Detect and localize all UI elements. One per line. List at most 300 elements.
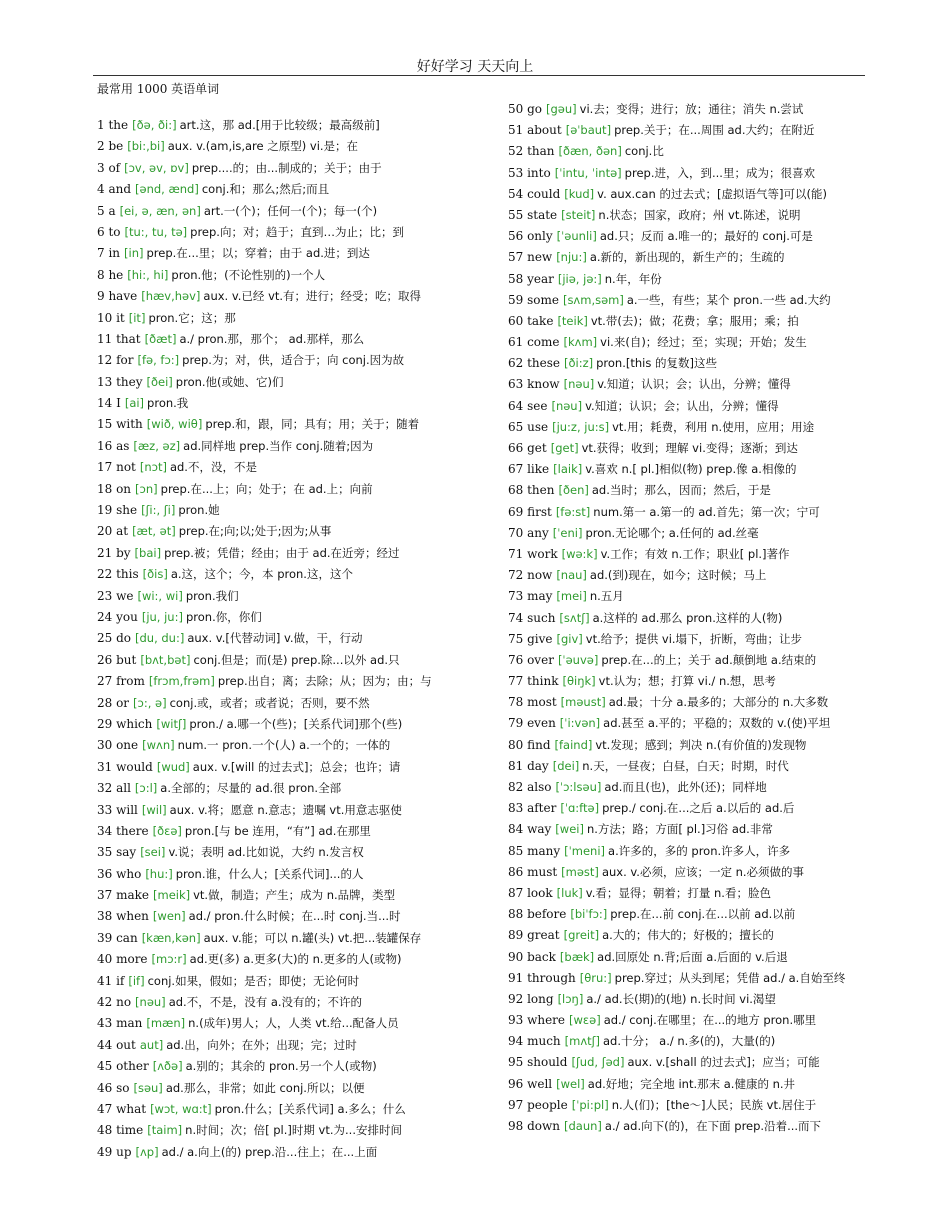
vocab-entry <box>97 992 502 1013</box>
entry-word: 79 even <box>508 716 556 731</box>
vocab-entry <box>97 1142 502 1163</box>
entry-definition: n.状态；国家，政府；州 vt.陈述，说明 <box>598 207 801 222</box>
entry-definition: ad.当时；那么，因而；然后，于是 <box>591 483 771 498</box>
vocab-entry <box>97 564 502 585</box>
left-column <box>97 115 502 1163</box>
entry-word: 59 some <box>508 292 559 307</box>
entry-word: 11 that <box>97 331 141 346</box>
vocab-entry <box>508 1010 868 1031</box>
entry-definition: v.知道；认识；会；认出，分辨；懂得 <box>585 398 779 413</box>
entry-definition: a.一些，有些；某个 pron.一些 ad.大约 <box>626 292 831 307</box>
entry-definition: a./ pron.那，那个； ad.那样，那么 <box>179 331 365 346</box>
entry-definition: prep.出自；离；去除；从；因为；由；与 <box>217 674 432 689</box>
entry-definition: ad.而且(也)，此外(还)；同样地 <box>604 780 767 794</box>
vocab-entry <box>508 777 868 798</box>
entry-phonetic: [if] <box>128 973 145 988</box>
vocab-entry <box>97 521 502 542</box>
entry-phonetic: [ðæt] <box>144 331 177 346</box>
entry-word: 32 all <box>97 781 131 796</box>
entry-word: 47 what <box>97 1101 147 1116</box>
entry-phonetic: aut] <box>139 1037 164 1052</box>
entry-definition: a.全部的；尽量的 ad.很 pron.全部 <box>160 781 342 796</box>
entry-word: 12 for <box>97 353 134 368</box>
entry-word: 82 also <box>508 780 552 794</box>
right-column <box>508 99 868 1137</box>
entry-word: 70 any <box>508 525 549 540</box>
entry-definition: a.许多的，多的 pron.许多人，许多 <box>608 843 791 858</box>
entry-definition: ad.回原处 n.背;后面 a.后面的 v.后退 <box>597 949 788 964</box>
entry-word: 86 must <box>508 864 558 879</box>
entry-phonetic: [nəu] <box>551 398 583 413</box>
entry-word: 72 now <box>508 568 553 583</box>
entry-phonetic: [steit] <box>561 207 596 222</box>
entry-phonetic: [ˈɑ:ftə] <box>560 801 600 816</box>
entry-phonetic: [sʌtʃ] <box>559 610 590 625</box>
entry-definition: pron.[与 be 连用，“有”] ad.在那里 <box>184 823 371 838</box>
entry-phonetic: [greit] <box>563 928 600 943</box>
entry-definition: pron.她 <box>178 503 220 518</box>
entry-definition: conj.或，或者；或者说；否则，要不然 <box>169 695 370 710</box>
entry-word: 60 take <box>508 313 554 328</box>
entry-word: 48 time <box>97 1123 144 1138</box>
entry-phonetic: [wel] <box>556 1076 585 1091</box>
entry-definition: pron.他；(不论性别的)一个人 <box>171 267 326 282</box>
entry-phonetic: [ʃud, ʃəd] <box>571 1055 625 1070</box>
vocab-entry <box>97 971 502 992</box>
entry-definition: n.时间；次；倍[ pl.]时期 vt.为...安排时间 <box>185 1123 402 1138</box>
vocab-entry <box>508 417 868 438</box>
entry-definition: vi.来(自)；经过；至；实现；开始；发生 <box>600 335 807 350</box>
vocab-entry <box>508 819 868 840</box>
entry-word: 74 such <box>508 610 556 625</box>
vocab-entry <box>97 350 502 371</box>
entry-definition: v.看；显得；朝着；打量 n.看；脸色 <box>585 885 771 900</box>
vocab-entry <box>508 290 868 311</box>
entry-definition: aux. v.[will 的过去式]；总会；也许；请 <box>192 759 401 774</box>
entry-word: 10 it <box>97 310 125 325</box>
entry-word: 81 day <box>508 758 549 773</box>
entry-definition: v.知道；认识；会；认出，分辨；懂得 <box>597 377 791 392</box>
entry-phonetic: [ðə, ði:] <box>132 118 177 132</box>
entry-word: 33 will <box>97 802 138 817</box>
entry-definition: n.天，一昼夜；白昼，白天；时期，时代 <box>582 758 789 773</box>
vocab-entry <box>97 457 502 478</box>
vocab-entry <box>97 1035 502 1056</box>
entry-word: 35 say <box>97 845 137 860</box>
vocab-entry <box>508 1116 868 1137</box>
entry-definition: n.方法；路；方面[ pl.]习俗 ad.非常 <box>586 822 773 837</box>
entry-word: 93 where <box>508 1013 566 1028</box>
entry-phonetic: [kʌm] <box>563 335 598 350</box>
vocab-entry <box>97 1078 502 1099</box>
entry-phonetic: [in] <box>124 246 144 261</box>
entry-word: 37 make <box>97 888 149 903</box>
vocab-entry <box>97 864 502 885</box>
entry-phonetic: [məst] <box>561 864 599 879</box>
entry-phonetic: [wʌn] <box>142 738 175 753</box>
entry-word: 63 know <box>508 377 560 392</box>
entry-word: 49 up <box>97 1144 132 1159</box>
vocab-entry <box>97 436 502 457</box>
entry-phonetic: [meik] <box>153 888 191 903</box>
vocab-entry <box>508 120 868 141</box>
entry-word: 83 after <box>508 801 557 816</box>
entry-definition: pron.我 <box>147 396 189 411</box>
entry-word: 61 come <box>508 335 560 350</box>
entry-phonetic: [bæk] <box>559 949 595 964</box>
entry-definition: num.一 pron.一个(人) a.一个的；一体的 <box>177 738 391 753</box>
entry-phonetic: [wud] <box>156 759 190 774</box>
entry-word: 25 do <box>97 631 131 646</box>
vocab-entry <box>97 735 502 756</box>
entry-definition: prep./ conj.在...之后 a.以后的 ad.后 <box>602 801 795 816</box>
entry-phonetic: [mæn] <box>146 1016 186 1031</box>
vocab-entry <box>508 735 868 756</box>
entry-phonetic: [nəu] <box>563 377 595 392</box>
vocab-entry <box>508 396 868 417</box>
entry-phonetic: [səu] <box>133 1080 163 1095</box>
entry-word: 97 people <box>508 1097 568 1112</box>
entry-phonetic: [get] <box>550 441 579 455</box>
vocab-entry <box>508 226 868 247</box>
vocab-entry <box>508 544 868 565</box>
entry-phonetic: [ðei] <box>146 374 173 389</box>
entry-word: 20 at <box>97 524 129 539</box>
entry-definition: pron.[this 的复数]这些 <box>596 356 717 371</box>
vocab-entry <box>97 393 502 414</box>
entry-definition: vi.去；变得；进行；放；通往；消失 n.尝试 <box>579 102 804 116</box>
entry-word: 4 and <box>97 182 132 197</box>
entry-word: 6 to <box>97 224 121 239</box>
entry-word: 27 from <box>97 674 145 689</box>
vocab-entry <box>97 179 502 200</box>
entry-definition: a./ ad.长(期)的(地) n.长时间 vi.渴望 <box>586 991 776 1006</box>
entry-phonetic: [ðεə] <box>152 823 182 838</box>
entry-definition: prep.在...上；向；处于；在 ad.上；向前 <box>160 481 373 496</box>
entry-definition: conj.比 <box>624 144 664 159</box>
entry-definition: conj.但是；而(是) prep.除...以外 ad.只 <box>193 652 400 667</box>
entry-word: 2 be <box>97 139 124 154</box>
entry-phonetic: [gəu] <box>546 102 577 116</box>
entry-phonetic: [æz, əz] <box>133 438 181 453</box>
entry-definition: n.五月 <box>589 589 624 604</box>
entry-phonetic: [dei] <box>552 758 580 773</box>
entry-word: 1 the <box>97 118 129 132</box>
vocab-entry <box>508 925 868 946</box>
entry-definition: pron.他(或她、它)们 <box>175 374 284 389</box>
entry-phonetic: [wil] <box>141 802 167 817</box>
entry-definition: ad.更(多) a.更多(大)的 n.更多的人(或物) <box>189 952 402 967</box>
vocab-entry <box>508 1095 868 1116</box>
entry-phonetic: [wið, wiθ] <box>146 417 203 432</box>
vocab-entry <box>508 629 868 650</box>
entry-phonetic: [æt, ət] <box>132 524 176 539</box>
vocab-entry <box>508 141 868 162</box>
entry-word: 69 first <box>508 504 552 519</box>
vocab-entry <box>508 650 868 671</box>
entry-phonetic: [daun] <box>564 1119 602 1133</box>
vocab-entry <box>508 862 868 883</box>
entry-definition: vt.给予；提供 vi.塌下，折断，弯曲；让步 <box>585 631 803 646</box>
entry-phonetic: [ɔ:, ə] <box>133 695 167 710</box>
vocab-entry <box>97 308 502 329</box>
vocab-entry <box>508 184 868 205</box>
entry-phonetic: [ju:z, ju:s] <box>552 419 610 434</box>
entry-word: 65 use <box>508 419 549 434</box>
vocab-entry <box>508 438 868 459</box>
entry-phonetic: [wi:, wi] <box>137 588 183 603</box>
vocab-entry <box>97 479 502 500</box>
entry-word: 15 with <box>97 417 143 432</box>
entry-word: 89 great <box>508 928 560 943</box>
vocab-entry <box>508 1052 868 1073</box>
entry-word: 16 as <box>97 438 130 453</box>
entry-definition: a.别的；其余的 pron.另一个人(或物) <box>185 1059 377 1074</box>
entry-phonetic: [giv] <box>556 631 583 646</box>
vocab-entry <box>97 243 502 264</box>
entry-word: 51 about <box>508 123 562 138</box>
entry-phonetic: [wei] <box>555 822 584 837</box>
entry-word: 87 look <box>508 885 553 900</box>
entry-word: 50 go <box>508 102 542 116</box>
entry-phonetic: [ˈeni] <box>552 525 583 540</box>
entry-definition: art.一(个)；任何一(个)；每一(个) <box>203 203 378 218</box>
vocab-entry <box>97 671 502 692</box>
entry-definition: aux. v.[shall 的过去式]；应当；可能 <box>627 1055 820 1070</box>
entry-word: 8 he <box>97 267 124 282</box>
entry-phonetic: [ðis] <box>142 567 168 582</box>
entry-word: 76 over <box>508 652 554 667</box>
entry-definition: ad./ pron.什么时候；在...时 conj.当...时 <box>188 909 401 924</box>
vocab-entry <box>97 1099 502 1120</box>
entry-phonetic: [teik] <box>557 313 588 328</box>
entry-phonetic: [tu:, tu, tə] <box>124 224 188 239</box>
entry-word: 3 of <box>97 160 121 175</box>
entry-word: 23 we <box>97 588 134 603</box>
entry-definition: ad.最；十分 a.最多的；大部分的 n.大多数 <box>608 695 829 710</box>
entry-definition: aux. v.将；愿意 n.意志；遗嘱 vt.用意志驱使 <box>169 802 402 817</box>
entry-word: 77 think <box>508 674 559 689</box>
entry-word: 75 give <box>508 631 553 646</box>
entry-word: 19 she <box>97 503 138 518</box>
vocab-entry <box>97 372 502 393</box>
entry-word: 57 new <box>508 250 553 265</box>
vocab-entry <box>508 968 868 989</box>
entry-phonetic: [ˈpi:pl] <box>571 1097 609 1112</box>
vocab-entry <box>97 906 502 927</box>
entry-word: 30 one <box>97 738 139 753</box>
vocab-entry <box>97 222 502 243</box>
entry-definition: prep.进，入，到...里；成为；很喜欢 <box>624 165 815 180</box>
entry-phonetic: [nəu] <box>135 995 166 1010</box>
vocab-entry <box>97 115 502 136</box>
entry-phonetic: [jiə, jə:] <box>557 271 602 286</box>
entry-definition: conj.如果，假如；是否；即使；无论何时 <box>147 973 360 988</box>
entry-definition: prep.在;向;以;处于;因为;从事 <box>178 524 332 539</box>
entry-definition: n.(成年)男人；人，人类 vt.给...配备人员 <box>188 1016 399 1031</box>
vocab-entry <box>508 332 868 353</box>
entry-word: 29 which <box>97 716 153 731</box>
entry-definition: pron.谁，什么人；[关系代词]...的人 <box>175 866 364 881</box>
entry-phonetic: [bai] <box>134 545 162 560</box>
vocab-entry <box>508 480 868 501</box>
entry-phonetic: [ʌp] <box>135 1144 159 1159</box>
entry-word: 52 than <box>508 144 555 159</box>
entry-definition: v. aux.can 的过去式；[虚拟语气等]可以(能) <box>597 186 827 201</box>
entry-phonetic: [witʃ] <box>156 716 187 731</box>
entry-definition: ad.那么，非常；如此 conj.所以；以便 <box>165 1080 365 1095</box>
vocab-entry <box>508 671 868 692</box>
entry-definition: prep.穿过；从头到尾；凭借 ad./ a.自始至终 <box>614 970 846 985</box>
entry-definition: aux. v.[代替动词] v.做，干，行动 <box>187 631 363 646</box>
entry-phonetic: [kæn,kən] <box>141 930 201 945</box>
entry-definition: v.说；表明 ad.比如说，大约 n.发言权 <box>168 845 364 860</box>
vocab-entry <box>97 158 502 179</box>
entry-word: 9 have <box>97 289 138 304</box>
vocab-entry <box>97 693 502 714</box>
entry-definition: prep.被；凭借；经由；由于 ad.在近旁；经过 <box>164 545 400 560</box>
entry-word: 66 get <box>508 441 547 455</box>
entry-definition: vt.用；耗费，利用 n.使用，应用；用途 <box>612 419 815 434</box>
entry-phonetic: [θiŋk] <box>562 674 596 689</box>
entry-phonetic: [bi:,bi] <box>127 139 165 154</box>
entry-word: 31 would <box>97 759 153 774</box>
entry-definition: vt.发现；感到；判决 n.(有价值的)发现物 <box>595 737 807 752</box>
entry-phonetic: [θru:] <box>579 970 612 985</box>
entry-definition: a.大的；伟大的；好极的；擅长的 <box>602 928 774 943</box>
entry-word: 84 way <box>508 822 552 837</box>
vocab-entry <box>508 1031 868 1052</box>
entry-definition: pron.它；这；那 <box>148 310 236 325</box>
entry-phonetic: [ju, ju:] <box>141 609 183 624</box>
entry-phonetic: [ðæn, ðən] <box>558 144 622 159</box>
entry-word: 28 or <box>97 695 130 710</box>
vocab-entry <box>97 842 502 863</box>
entry-word: 14 I <box>97 396 121 411</box>
entry-definition: num.第一 a.第一的 ad.首先；第一次；宁可 <box>593 504 820 519</box>
entry-word: 54 could <box>508 186 561 201</box>
vocab-entry <box>97 1013 502 1034</box>
entry-definition: pron.无论哪个; a.任何的 ad.丝毫 <box>585 525 759 540</box>
entry-phonetic: [wεə] <box>569 1013 601 1028</box>
entry-word: 43 man <box>97 1016 143 1031</box>
vocab-entry <box>97 757 502 778</box>
entry-word: 53 into <box>508 165 551 180</box>
entry-phonetic: [mɔ:r] <box>151 952 187 967</box>
entry-definition: prep.为；对，供，适合于；向 conj.因为故 <box>182 353 405 368</box>
entry-word: 39 can <box>97 930 138 945</box>
vocab-entry <box>508 883 868 904</box>
vocab-entry <box>508 523 868 544</box>
entry-phonetic: [mʌtʃ] <box>564 1034 600 1049</box>
entry-word: 64 see <box>508 398 548 413</box>
entry-phonetic: [biˈfɔ:] <box>570 907 608 922</box>
entry-definition: a.这样的 ad.那么 pron.这样的人(物) <box>592 610 783 625</box>
entry-phonetic: [hæv,həv] <box>141 289 201 304</box>
vocab-entry <box>97 586 502 607</box>
vocab-entry <box>97 136 502 157</box>
page-header: 好好学习 天天向上 <box>416 59 534 75</box>
vocab-entry <box>508 989 868 1010</box>
document-title: 最常用 1000 英语单词 <box>97 82 220 96</box>
entry-definition: conj.和；那么;然后;而且 <box>201 182 330 197</box>
entry-word: 26 but <box>97 652 137 667</box>
vocab-entry <box>508 353 868 374</box>
entry-word: 58 year <box>508 271 554 286</box>
entry-definition: pron.你，你们 <box>185 609 262 624</box>
entry-phonetic: [ʃi:, ʃi] <box>141 503 176 518</box>
entry-word: 73 may <box>508 589 553 604</box>
entry-word: 38 when <box>97 909 149 924</box>
vocab-entry <box>97 265 502 286</box>
entry-definition: prep.在...的上；关于 ad.颠倒地 a.结束的 <box>601 652 817 667</box>
vocab-entry <box>508 205 868 226</box>
entry-word: 96 well <box>508 1076 553 1091</box>
entry-word: 90 back <box>508 949 556 964</box>
vocab-entry <box>508 841 868 862</box>
entry-word: 45 other <box>97 1059 149 1074</box>
entry-word: 56 only <box>508 229 553 244</box>
entry-phonetic: [məust] <box>560 695 606 710</box>
vocab-entry <box>97 778 502 799</box>
vocab-entry <box>508 269 868 290</box>
entry-word: 13 they <box>97 374 143 389</box>
entry-word: 41 if <box>97 973 125 988</box>
entry-definition: prep.在...前 conj.在...以前 ad.以前 <box>610 907 796 922</box>
entry-definition: ad.出，向外；在外；出现；完；过时 <box>166 1037 357 1052</box>
vocab-entry <box>508 247 868 268</box>
vocab-entry <box>97 607 502 628</box>
entry-definition: a./ ad.向下(的)，在下面 prep.沿着...而下 <box>604 1119 822 1133</box>
vocab-entry <box>508 459 868 480</box>
entry-phonetic: [ˈi:vən] <box>559 716 601 731</box>
entry-word: 88 before <box>508 907 567 922</box>
entry-word: 22 this <box>97 567 139 582</box>
entry-phonetic: [sei] <box>140 845 166 860</box>
entry-word: 68 then <box>508 483 555 498</box>
entry-definition: prep.在...里；以；穿着；由于 ad.进；到达 <box>146 246 370 261</box>
vocab-entry <box>97 1120 502 1141</box>
entry-definition: aux. v.必须，应该；一定 n.必须做的事 <box>601 864 805 879</box>
entry-word: 21 by <box>97 545 131 560</box>
vocab-entry <box>97 714 502 735</box>
entry-phonetic: [ʌðə] <box>152 1059 183 1074</box>
vocab-entry <box>508 374 868 395</box>
entry-definition: a.这，这个；今，本 pron.这，这个 <box>170 567 353 582</box>
vocab-entry <box>97 928 502 949</box>
entry-definition: pron./ a.哪一个(些)；[关系代词]那个(些) <box>189 716 403 731</box>
entry-definition: prep.关于；在...周围 ad.大约；在附近 <box>614 123 815 138</box>
vocab-entry <box>508 756 868 777</box>
vocab-entry <box>97 949 502 970</box>
vocab-entry <box>508 608 868 629</box>
entry-phonetic: [wɔt, wɑ:t] <box>150 1101 212 1116</box>
entry-word: 94 much <box>508 1034 561 1049</box>
entry-definition: v.工作；有效 n.工作；职业[ pl.]著作 <box>600 546 790 561</box>
entry-phonetic: [fə:st] <box>555 504 591 519</box>
entry-word: 40 more <box>97 952 148 967</box>
vocab-entry <box>508 798 868 819</box>
entry-definition: vt.认为；想；打算 vi./ n.想，思考 <box>598 674 776 689</box>
entry-phonetic: [ˈəuvə] <box>557 652 599 667</box>
entry-word: 98 down <box>508 1119 560 1133</box>
entry-word: 92 long <box>508 991 554 1006</box>
entry-word: 36 who <box>97 866 142 881</box>
entry-definition: vt.获得；收到；理解 vi.变得；逐渐；到达 <box>581 441 798 455</box>
entry-phonetic: [nju:] <box>556 250 587 265</box>
entry-definition: n.人(们)；[the～]人民；民族 vt.居住于 <box>611 1097 817 1112</box>
entry-phonetic: [wen] <box>152 909 186 924</box>
